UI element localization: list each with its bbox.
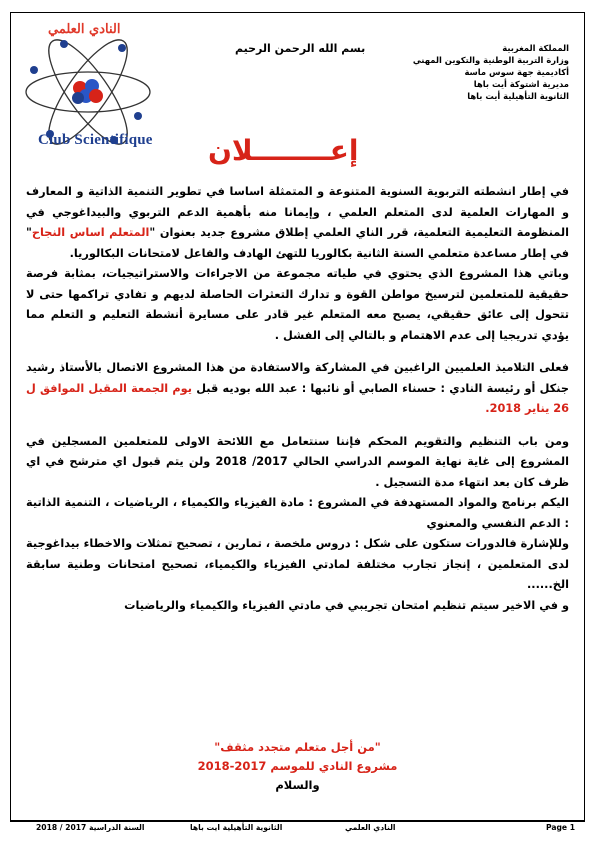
footer-page: Page 1 bbox=[546, 823, 575, 832]
footer-year: السنة الدراسية 2017 / 2018 bbox=[36, 823, 145, 832]
paragraph-intro: في إطار انشطته التربوية السنوية المتنوعة و المتمثلة اساسا في تطوير التنمية الذاتية و المعارف و المهارات العلمية لدى المتعلم العلمي ، وإيمانا منه بأهمية الدعم التربوي والبيداغوجي في المنظومة التعليمية التعلمية، قرر الناي العلمي إطلاق مشروع جديد بعنوان "المتعلم اساس النجاح" في إطار مساعدة متعلمي السنة الثانية بكالوريا للتهئ الهادف والفاعل لامتحانات البكالوريا. bbox=[26, 185, 569, 260]
ministry-header bbox=[369, 42, 569, 102]
paragraph-registration: فعلى التلاميذ العلميين الراغبين في المشاركة والاستفادة من هذا المشروع الاتصال بالأستاذ رشيد جنكل أو رئيسة النادي : حسناء الصابي أو نائبها : عبد الله بوديه قبل يوم الجمعة المقبل الموافق ل 26 يناير 2018. bbox=[26, 361, 569, 415]
footer-school: الثانوية التأهيلية ايت باها bbox=[190, 823, 283, 832]
header-line: وزارة التربية الوطنية والتكوين المهني bbox=[412, 55, 569, 65]
paragraph-rules: ومن باب التنظيم والتقويم المحكم فإننا سنتعامل مع اللائحة الاولى للمتعلمين المسجلين في المشروع إلى غاية نهاية الموسم الدراسي الحالي 2017/ 2018 ولن يتم قبول اي مترشح في اي ظرف كان بعد انتهاء مدة التسجيل . bbox=[26, 434, 569, 489]
closing-block bbox=[0, 738, 595, 795]
club-logo bbox=[18, 22, 158, 157]
slogan: "من أجل متعلم متجدد مثقف" bbox=[214, 740, 381, 754]
salutation: والسلام bbox=[275, 778, 320, 792]
paragraph-project: وباتي هذا المشروع الذي يحتوي في طياته مجموعة من الاجراءات والاستراتيجيات، بمثابة فرصة حقيقية للمتعلمين لترسيخ مواطن القوة و تدارك التعثرات الحاصلة لديهم و تفادي تراكمها حتى لا تتحول إلى عائق حقيقي، يصبح معه المتعلم غير قادر على مسايرة أنشطة التعليم و التعلم مما يؤدي تدريجيا إلى عدم الاهتمام و بالتالي إلى الفشل . bbox=[26, 267, 569, 342]
announcement-title: إعــــــــلان bbox=[208, 134, 359, 167]
registration-deadline: يوم الجمعة المقبل الموافق ل 26 يناير 2018. bbox=[26, 381, 569, 415]
paragraph-subjects: اليكم برنامج والمواد المستهدفة في المشروع : مادة الفيزياء والكيمياء ، الرياضيات ، التنمية الذاتية : الدعم النفسي والمعنوي bbox=[26, 496, 569, 530]
header-line: أكاديمية جهة سوس ماسة bbox=[464, 67, 569, 77]
logo-latin-title: Club Scientifique bbox=[38, 132, 153, 148]
paragraph-exam: و في الاخير سيتم تنظيم امتحان تجريبي في مادتي الفيزياء والكيمياء والرياضيات bbox=[124, 598, 569, 612]
paragraph-sessions: وللإشارة فالدورات ستكون على شكل : دروس ملخصة ، تمارين ، تصحيح تمثلات والاخطاء بيداغوجية لدى المتعلمين ، إنجاز تجارب مختلفة لمادتي الفيزياء والكيمياء، تصحيح امتحانات وطنية سابقة الخ...... bbox=[26, 537, 569, 591]
announcement-body bbox=[26, 182, 569, 616]
basmala: بسم الله الرحمن الرحيم bbox=[235, 42, 366, 55]
project-season: مشروع النادي للموسم 2017-2018 bbox=[197, 759, 398, 773]
header-line: المملكة المغربية bbox=[502, 43, 569, 53]
project-name: المتعلم اساس النجاح bbox=[31, 226, 150, 239]
header-line: مديرية اشتوكة أيت باها bbox=[473, 79, 569, 89]
footer-divider bbox=[10, 820, 585, 821]
logo-arabic-title: النادي العلمي bbox=[48, 22, 121, 37]
header-line: الثانوية التأهيلية أيت باها bbox=[467, 91, 569, 101]
footer-club: النادي العلمي bbox=[345, 823, 396, 832]
